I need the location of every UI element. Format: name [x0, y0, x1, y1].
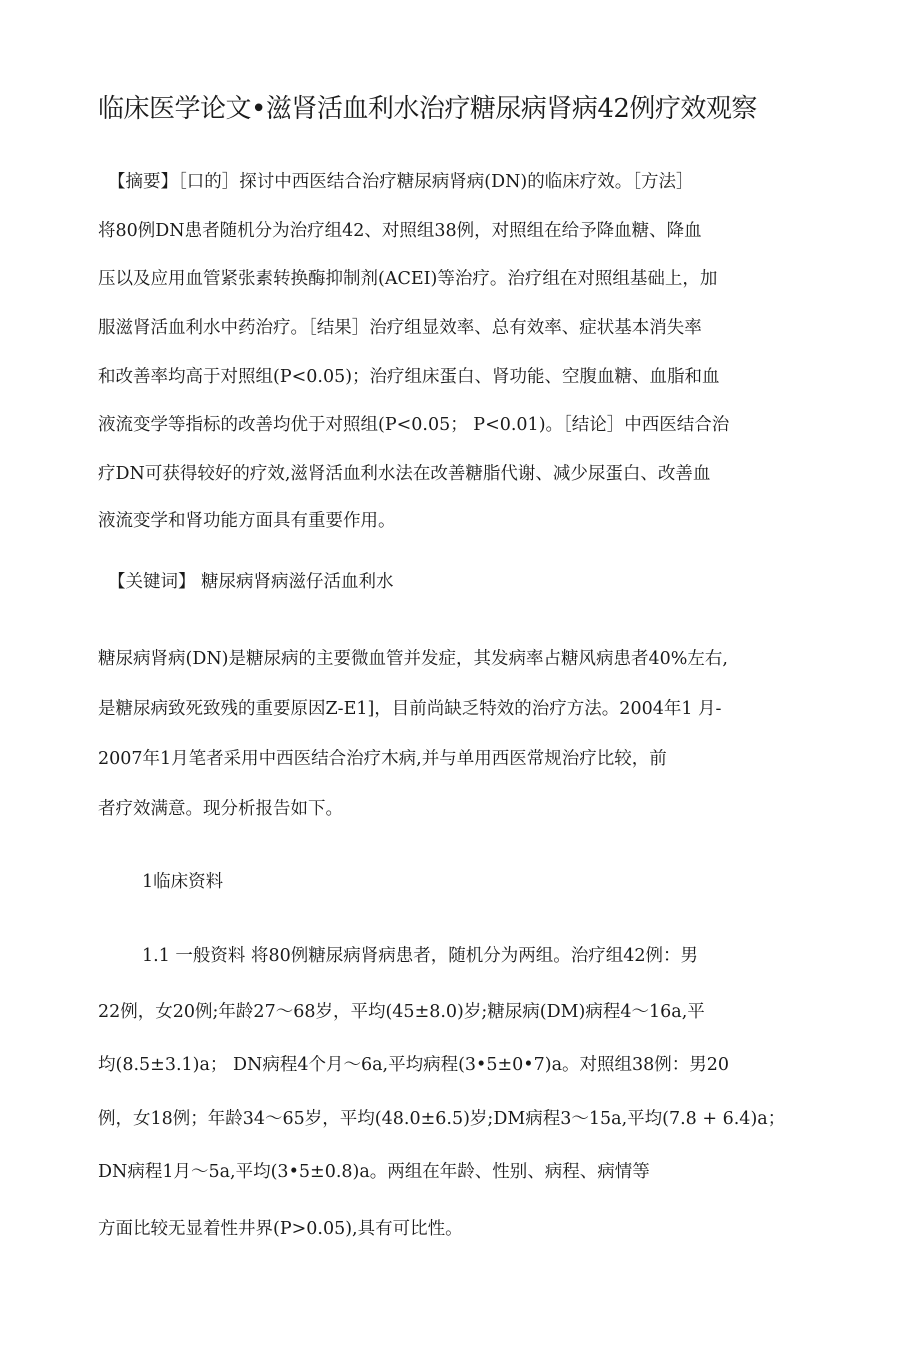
abstract-line: 液流变学等指标的改善均优于对照组(P<0.05； P<0.01)。［结论］中西医结合治	[98, 415, 730, 435]
section-line: 22例，女20例;年龄27～68岁，平均(45±8.0)岁;糖尿病(DM)病程4～16a,平	[98, 1002, 705, 1022]
section-line: 均(8.5±3.1)a； DN病程4个月～6a,平均病程(3•5±0•7)a。对照组38例：男20	[98, 1055, 730, 1075]
abstract-line: 服滋肾活血利水中药治疗。［结果］治疗组显效率、总有效率、症状基本消失率	[98, 318, 702, 338]
abstract-line: 和改善率均高于对照组(P<0.05)；治疗组床蛋白、肾功能、空腹血糖、血脂和血	[98, 367, 720, 387]
keywords: 【关键词】 糖尿病肾病滋仔活血利水	[108, 572, 394, 592]
intro-line: 糖尿病肾病(DN)是糖尿病的主要微血管并发症，其发病率占糖风病患者40%左右,	[98, 649, 728, 669]
intro-line: 2007年1月笔者采用中西医结合治疗木病,并与单用西医常规治疗比较，前	[98, 749, 667, 769]
section-heading: 1临床资料	[142, 872, 224, 892]
abstract-line: 【摘要】［口的］探讨中西医结合治疗糖尿病肾病(DN)的临床疗效。［方法］	[108, 172, 694, 192]
section-line: 例，女18例；年龄34～65岁，平均(48.0±6.5)岁;DM病程3～15a,平均(7.8 + 6.4)a；	[98, 1109, 786, 1129]
abstract-line: 将80例DN患者随机分为治疗组42、对照组38例，对照组在给予降血糖、降血	[98, 221, 702, 241]
abstract-line: 压以及应用血管紧张素转换酶抑制剂(ACEI)等治疗。治疗组在对照组基础上，加	[98, 269, 718, 289]
abstract-line: 疗DN可获得较好的疗效,滋肾活血利水法在改善糖脂代谢、减少尿蛋白、改善血	[98, 464, 711, 484]
intro-line: 者疗效满意。现分析报告如下。	[98, 799, 343, 819]
section-line: 方面比较无显着性井界(P>0.05),具有可比性。	[98, 1219, 463, 1239]
section-line: 1.1 一般资料 将80例糖尿病肾病患者，随机分为两组。治疗组42例：男	[142, 946, 698, 966]
intro-line: 是糖尿病致死致残的重要原因Z-E1]，目前尚缺乏特效的治疗方法。2004年1 月-	[98, 699, 722, 719]
page-title: 临床医学论文•滋肾活血利水治疗糖尿病肾病42例疗效观察	[98, 94, 757, 124]
abstract-line: 液流变学和肾功能方面具有重要作用。	[98, 511, 396, 531]
section-line: DN病程1月～5a,平均(3•5±0.8)a。两组在年龄、性别、病程、病情等	[98, 1162, 650, 1182]
